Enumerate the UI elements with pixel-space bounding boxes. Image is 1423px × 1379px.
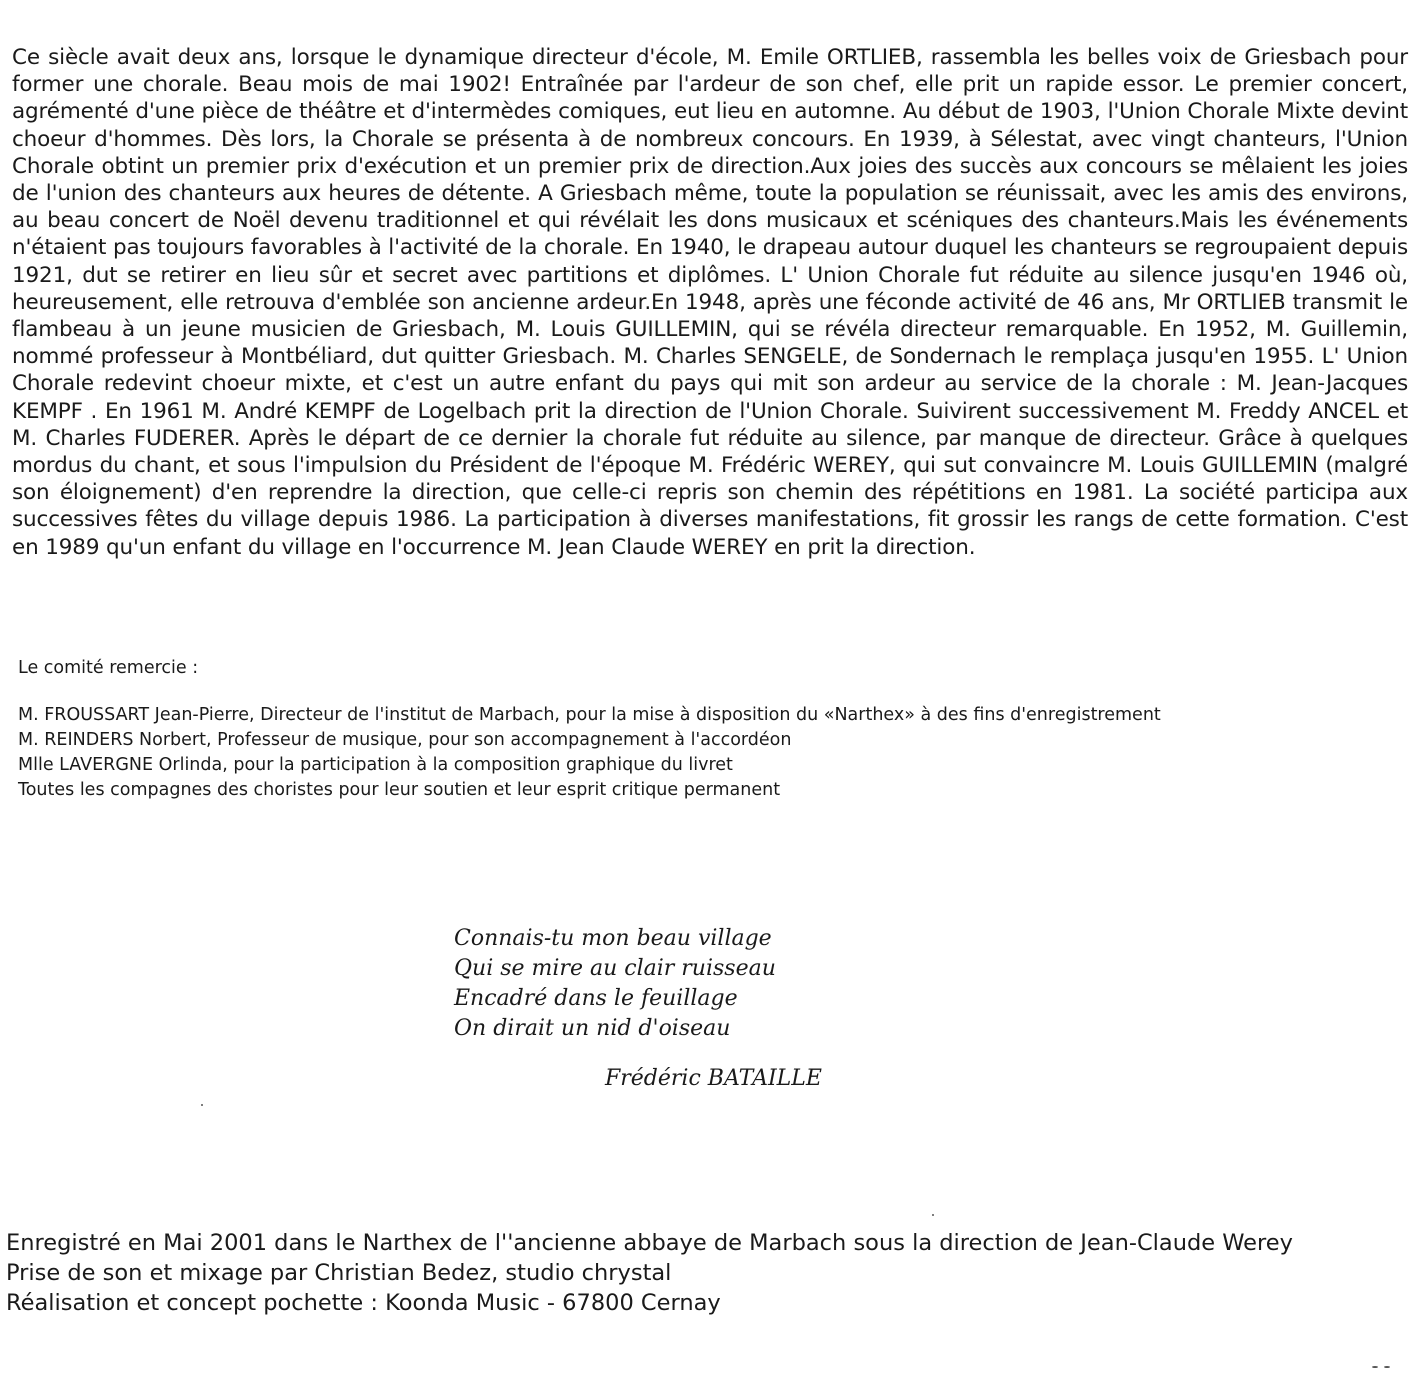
poem-line: Encadré dans le feuillage bbox=[454, 986, 738, 1011]
poem-block bbox=[454, 924, 974, 1094]
credit-line: Enregistré en Mai 2001 dans le Narthex de l''ancienne abbaye de Marbach sous la direction de Jean-Claude Werey bbox=[6, 1230, 1293, 1256]
scan-speck bbox=[932, 1214, 934, 1216]
acknowledgement-item: Mlle LAVERGNE Orlinda, pour la participation à la composition graphique du livret bbox=[18, 755, 733, 775]
acknowledgement-item: M. REINDERS Norbert, Professeur de musique, pour son accompagnement à l'accordéon bbox=[18, 730, 792, 750]
poem-line: Connais-tu mon beau village bbox=[454, 926, 772, 951]
recording-credits bbox=[6, 1228, 1366, 1318]
credit-line: Réalisation et concept pochette : Koonda Music - 67800 Cernay bbox=[6, 1290, 721, 1316]
acknowledgement-item: M. FROUSSART Jean-Pierre, Directeur de l'institut de Marbach, pour la mise à disposition du «Narthex» à des fins d'enregistrement bbox=[18, 705, 1161, 725]
scan-speck bbox=[1372, 1366, 1378, 1368]
poem-line: On dirait un nid d'oiseau bbox=[454, 1016, 731, 1041]
scan-speck bbox=[1384, 1366, 1390, 1368]
acknowledgement-item: Toutes les compagnes des choristes pour leur soutien et leur esprit critique permanent bbox=[18, 780, 781, 800]
credit-line: Prise de son et mixage par Christian Bedez, studio chrystal bbox=[6, 1260, 672, 1286]
acknowledgements-heading: Le comité remercie : bbox=[18, 658, 199, 678]
acknowledgements-section bbox=[18, 656, 1398, 803]
poem-author: Frédéric BATAILLE bbox=[605, 1066, 822, 1091]
poem-line: Qui se mire au clair ruisseau bbox=[454, 956, 776, 981]
scan-speck bbox=[201, 1104, 203, 1106]
history-paragraph: Ce siècle avait deux ans, lorsque le dynamique directeur d'école, M. Emile ORTLIEB, rassembla les belles voix de Griesbach pour former une chorale. Beau mois de mai 1902! Entraînée par l'ardeur de son chef, elle prit un rapide essor. Le premier concert, agrémenté d'une pièce de théâtre et d'intermèdes comiques, eut lieu en automne. Au début de 1903, l'Union Chorale Mixte devint choeur d'hommes. Dès lors, la Chorale se présenta à de nombreux concours. En 1939, à Sélestat, avec vingt chanteurs, l'Union Chorale obtint un premier prix d'exécution et un premier prix de direction.Aux joies des succès aux concours se mêlaient les joies de l'union des chanteurs aux heures de détente. A Griesbach même, toute la population se réunissait, avec les amis des environs, au beau concert de Noël devenu traditionnel et qui révélait les dons musicaux et scéniques des chanteurs.Mais les événements n'étaient pas toujours favorables à l'activité de la chorale. En 1940, le drapeau autour duquel les chanteurs se regroupaient depuis 1921, dut se retirer en lieu sûr et secret avec partitions et diplômes. L' Union Chorale fut réduite au silence jusqu'en 1946 où, heureusement, elle retrouva d'emblée son ancienne ardeur.En 1948, après une féconde activité de 46 ans, Mr ORTLIEB transmit le flambeau à un jeune musicien de Griesbach, M. Louis GUILLEMIN, qui se révéla directeur remarquable. En 1952, M. Guillemin, nommé professeur à Montbéliard, dut quitter Griesbach. M. Charles SENGELE, de Sondernach le remplaça jusqu'en 1955. L' Union Chorale redevint choeur mixte, et c'est un autre enfant du pays qui mit son ardeur au service de la chorale : M. Jean-Jacques KEMPF . En 1961 M. André KEMPF de Logelbach prit la direction de l'Union Chorale. Suivirent successivement M. Freddy ANCEL et M. Charles FUDERER. Après le départ de ce dernier la chorale fut réduite au silence, par manque de directeur. Grâce à quelques mordus du chant, et sous l'impulsion du Président de l'époque M. Frédéric WEREY, qui sut convaincre M. Louis GUILLEMIN (malgré son éloignement) d'en reprendre la direction, que celle-ci repris son chemin des répétitions en 1981. La société participa aux successives fêtes du village depuis 1986. La participation à diverses manifestations, fit grossir les rangs de cette formation. C'est en 1989 qu'un enfant du village en l'occurrence M. Jean Claude WEREY en prit la direction. bbox=[12, 45, 1408, 560]
acknowledgements-list bbox=[18, 703, 1398, 803]
